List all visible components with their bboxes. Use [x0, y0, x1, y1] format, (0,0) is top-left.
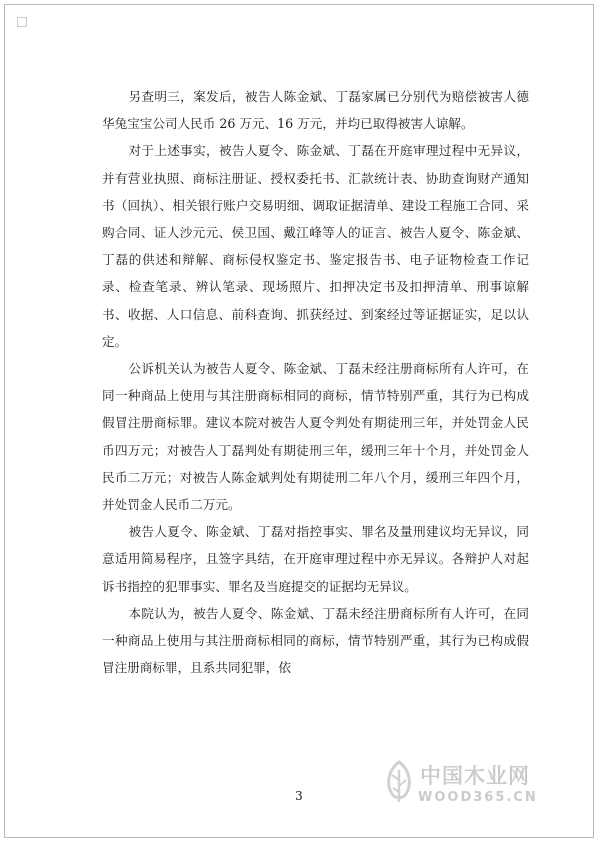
- wood-logo-icon: [378, 758, 420, 808]
- paragraph-defendant-response: 被告人夏令、陈金斌、丁磊对指控事实、罪名及量刑建议均无异议，同意适用简易程序，且签字具结，在开庭审理过程中亦无异议。各辩护人对起诉书指控的犯罪事实、罪名及当庭提交的证据均无异议。: [102, 524, 529, 594]
- document-page: [4, 4, 594, 838]
- paragraph-additional-facts: 另查明三，案发后，被告人陈金斌、丁磊家属已分别代为赔偿被害人德华兔宝宝公司人民币 26 万元、16 万元，并均已取得被害人谅解。: [102, 89, 529, 132]
- paragraph-prosecution-opinion: 公诉机关认为被告人夏令、陈金斌、丁磊未经注册商标所有人许可，在同一种商品上使用与其注册商标相同的商标，情节特别严重，其行为已构成假冒注册商标罪。建议本院对被告人夏令判处有期徒刑三年，并处罚金人民币四万元；对被告人丁磊判处有期徒刑三年，缓刑三年十个月，并处罚金人民币二万元；对被告人陈金斌判处有期徒刑二年八个月，缓刑三年四个月，并处罚金人民币二万元。: [102, 361, 529, 513]
- document-body: [102, 83, 529, 681]
- corner-mark: [17, 17, 27, 27]
- paragraph-evidence: 对于上述事实，被告人夏令、陈金斌、丁磊在开庭审理过程中无异议，并有营业执照、商标注册证、授权委托书、汇款统计表、协助查询财产通知书（回执）、相关银行账户交易明细、调取证据清单、建设工程施工合同、采购合同、证人沙元元、侯卫国、戴江峰等人的证言、被告人夏令、陈金斌、丁磊的供述和辩解、商标侵权鉴定书、鉴定报告书、电子证物检查工作记录、检查笔录、辨认笔录、现场照片、扣押决定书及扣押清单、刑事谅解书、收据、人口信息、前科查询、抓获经过、到案经过等证据证实，足以认定。: [102, 143, 529, 349]
- page-number: 3: [295, 789, 303, 803]
- paragraph-court-opinion: 本院认为，被告人夏令、陈金斌、丁磊未经注册商标所有人许可，在同一种商品上使用与其注册商标相同的商标，情节特别严重，其行为已构成假冒注册商标罪，且系共同犯罪，依: [102, 605, 529, 676]
- watermark: [378, 752, 578, 822]
- watermark-chinese-text: 中国木业网: [420, 764, 530, 788]
- watermark-english-text: WOOD365.CN: [418, 790, 538, 805]
